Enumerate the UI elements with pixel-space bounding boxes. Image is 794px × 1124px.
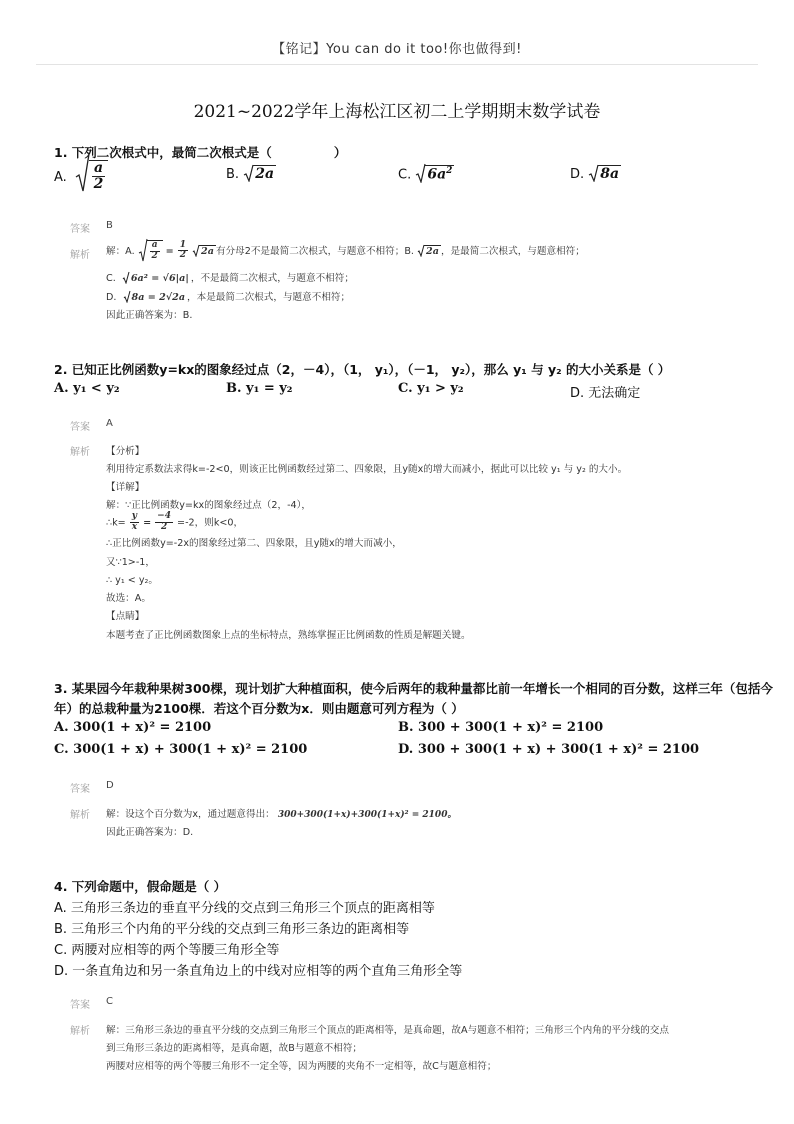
q4-option-d: D. 一条直角边和另一条直角边上的中线对应相等的两个直角三角形全等: [54, 964, 463, 979]
q3-sol1-equation: 300+300(1+x)+300(1+x)² = 2100。: [277, 810, 457, 820]
q1-analysis-tag: 解析: [70, 250, 90, 261]
q1-answer: B: [106, 220, 113, 231]
q1-sol2-math: [122, 273, 191, 284]
q2-k-equals: =: [143, 517, 152, 529]
q1-option-c-label: C.: [398, 167, 412, 183]
q2-analysis-line-5: [106, 512, 243, 533]
q3-answer: D: [106, 780, 114, 791]
q2-option-d: D. 无法确定: [570, 386, 641, 401]
q1-option-d-math: [588, 165, 621, 182]
q4-option-c: C. 两腰对应相等的两个等腰三角形全等: [54, 943, 280, 958]
q1-sol1-sqrt2a-b: [417, 245, 441, 257]
q2-analysis-tag: 解析: [70, 447, 90, 458]
q1-sol2-expr: 6a² = √6|a|: [130, 273, 189, 284]
q4-solution-line-3: 两腰对应相等的两个等腰三角形不一定全等，因为两腰的夹角不一定相等，故C与题意相符；: [106, 1061, 497, 1072]
q1-option-c: [398, 165, 454, 183]
q1-sol1-den: 2: [151, 250, 158, 261]
q2-analysis-line-4: 解：∵正比例函数y=kx的图象经过点（2，-4），: [106, 500, 312, 511]
q1-option-d-label: D.: [570, 167, 585, 182]
q2-k-frac-y: y: [131, 511, 137, 521]
q1-option-d: [570, 165, 621, 182]
q2-stem: 2. 已知正比例函数y=kx的图象经过点（2，－4），（1， y₁），（－1， y₂），那么 y₁ 与 y₂ 的大小关系是（ ）: [54, 362, 671, 377]
q4-analysis-tag: 解析: [70, 1026, 90, 1037]
q3-answer-tag: 答案: [70, 784, 90, 795]
q2-k-prefix: ∴k=: [106, 517, 126, 529]
q1-sol1-radicand: 2a: [201, 245, 214, 257]
q2-option-b: [226, 381, 292, 396]
q3-option-a-text: A. 300(1 + x)² = 2100: [54, 720, 212, 735]
q2-k-num: −4: [157, 511, 171, 521]
q1-option-b: [226, 165, 276, 182]
q1-sol1-sqrt2a: [192, 245, 216, 257]
q1-option-a-math: [75, 160, 108, 193]
q2-analysis-line-9: 故选：A。: [106, 593, 151, 604]
q1-solution-line-3: [106, 289, 350, 303]
q1-solution-line-2: [106, 270, 354, 284]
header-note: 【铭记】You can do it too!你也做得到!: [272, 42, 522, 57]
q4-answer: C: [106, 996, 113, 1007]
q2-option-c-text: C. y₁ > y₂: [398, 381, 464, 396]
q1-option-c-math: [415, 165, 454, 183]
q1-sol3-prefix: D.: [106, 292, 117, 303]
header-divider: [36, 64, 758, 65]
q4-solution-line-1: 解：三角形三条边的垂直平分线的交点到三角形三个顶点的距离相等，是真命题，故A与题意不相符；三角形三个内角的平分线的交点: [106, 1025, 669, 1036]
q2-analysis-line-7: 又∵1>-1，: [106, 557, 155, 568]
q1-sol1-num: a: [151, 240, 158, 250]
q1-sol2-text: ，不是最简二次根式，与题意不相符；: [190, 273, 354, 284]
q3-solution-line-2: 因此正确答案为：D.: [106, 827, 194, 838]
q3-solution-line-1: [106, 806, 456, 820]
q1-stem-text: 1. 下列二次根式中，最简二次根式是（: [54, 145, 272, 160]
q1-option-b-math: [243, 165, 276, 182]
q2-answer: A: [106, 418, 113, 429]
q1-option-a-label: A.: [54, 169, 67, 185]
q2-answer-tag: 答案: [70, 422, 90, 433]
q4-option-b: B. 三角形三个内角的平分线的交点到三角形三条边的距离相等: [54, 922, 410, 937]
q3-option-b: [398, 720, 603, 735]
q2-option-b-text: B. y₁ = y₂: [226, 381, 293, 396]
q1-sol3-expr: 8a = 2√2a: [131, 292, 186, 303]
q1-sol3-math: [123, 292, 187, 303]
q3-analysis-tag: 解析: [70, 810, 90, 821]
q4-option-a: A. 三角形三条边的垂直平分线的交点到三角形三个顶点的距离相等: [54, 901, 435, 916]
q1-sol1-prefix: 解：A.: [106, 245, 135, 257]
q2-analysis-line-2: 利用待定系数法求得k=-2<0，则该正比例函数经过第二、四象限，且y随x的增大而减小，据此可以比较 y₁ 与 y₂ 的大小。: [106, 464, 628, 475]
q2-k-text: =-2，则k<0，: [177, 517, 244, 529]
q1-option-b-label: B.: [226, 167, 240, 182]
q1-sol1-sqrt-frac: [138, 240, 163, 262]
q2-option-a: [54, 381, 120, 396]
q1-stem: [54, 143, 346, 161]
q1-c-radicand: 6a: [427, 166, 447, 183]
q2-analysis-line-6: ∴正比例函数y=-2x的图象经过第二、四象限，且y随x的增大而减小，: [106, 538, 402, 549]
q1-sol3-text: ，本是最简二次根式，与题意不相符；: [187, 292, 351, 303]
q3-stem-line-1: 3. 某果园今年栽种果树300棵，现计划扩大种植面积，使今后两年的栽种量都比前一年增长一个相同的百分数，这样三年（包括今: [54, 681, 773, 696]
q3-option-b-text: B. 300 + 300(1 + x)² = 2100: [398, 720, 604, 735]
q1-a-numerator: a: [93, 160, 104, 176]
q1-answer-tag: 答案: [70, 224, 90, 235]
q2-analysis-line-8: ∴ y₁ < y₂。: [106, 575, 158, 586]
q2-option-a-text: A. y₁ < y₂: [54, 381, 120, 396]
q1-option-a: [54, 160, 108, 193]
q2-k-den: 2: [160, 521, 168, 532]
q4-solution-line-2: 到三角形三条边的距离相等，是真命题，故B与题意不相符；: [106, 1043, 363, 1054]
q4-stem: 4. 下列命题中，假命题是（ ）: [54, 879, 227, 894]
q1-sol1-text: 有分母2不是最简二次根式，与题意不相符；B.: [215, 245, 414, 257]
q1-sol1-equals: =: [165, 245, 174, 257]
q1-solution-line-4: 因此正确答案为：B.: [106, 310, 193, 321]
q3-option-d-text: D. 300 + 300(1 + x) + 300(1 + x)² = 2100: [398, 742, 700, 757]
q1-b-radicand: 2a: [255, 166, 275, 182]
q3-option-a: [54, 720, 211, 735]
q1-sol1-half-den: 2: [179, 250, 186, 261]
q3-option-c: [54, 742, 307, 757]
q1-d-radicand: 8a: [600, 166, 620, 182]
q1-stem-close: ）: [333, 145, 347, 160]
q2-k-frac-x: x: [131, 521, 138, 532]
q1-solution-line-1: [106, 240, 585, 262]
q1-sol1-text-end: ，是最简二次根式，与题意相符；: [440, 245, 585, 257]
q1-sol1-radicand-b: 2a: [426, 245, 439, 257]
q1-sol1-half-num: 1: [179, 239, 186, 250]
q2-analysis-line-1: 【分析】: [106, 446, 145, 457]
q3-option-c-text: C. 300(1 + x) + 300(1 + x)² = 2100: [54, 742, 308, 757]
q3-sol1-text: 解：设这个百分数为x，通过题意得出：: [106, 809, 275, 820]
q3-option-d: [398, 742, 699, 757]
q1-sol2-prefix: C.: [106, 273, 116, 284]
q2-analysis-line-3: 【详解】: [106, 482, 145, 493]
q4-answer-tag: 答案: [70, 1000, 90, 1011]
q2-analysis-line-11: 本题考查了正比例函数图象上点的坐标特点，熟练掌握正比例函数的性质是解题关键。: [106, 630, 471, 641]
q3-stem-line-2: 年）的总栽种量为2100棵．若这个百分数为x．则由题意可列方程为（ ）: [54, 701, 464, 716]
page-title: 2021~2022学年上海松江区初二上学期期末数学试卷: [193, 102, 601, 122]
q1-a-denominator: 2: [93, 176, 104, 193]
q2-analysis-line-10: 【点睛】: [106, 611, 145, 622]
q1-c-exponent: 2: [446, 166, 453, 176]
q2-option-c: [398, 381, 464, 396]
